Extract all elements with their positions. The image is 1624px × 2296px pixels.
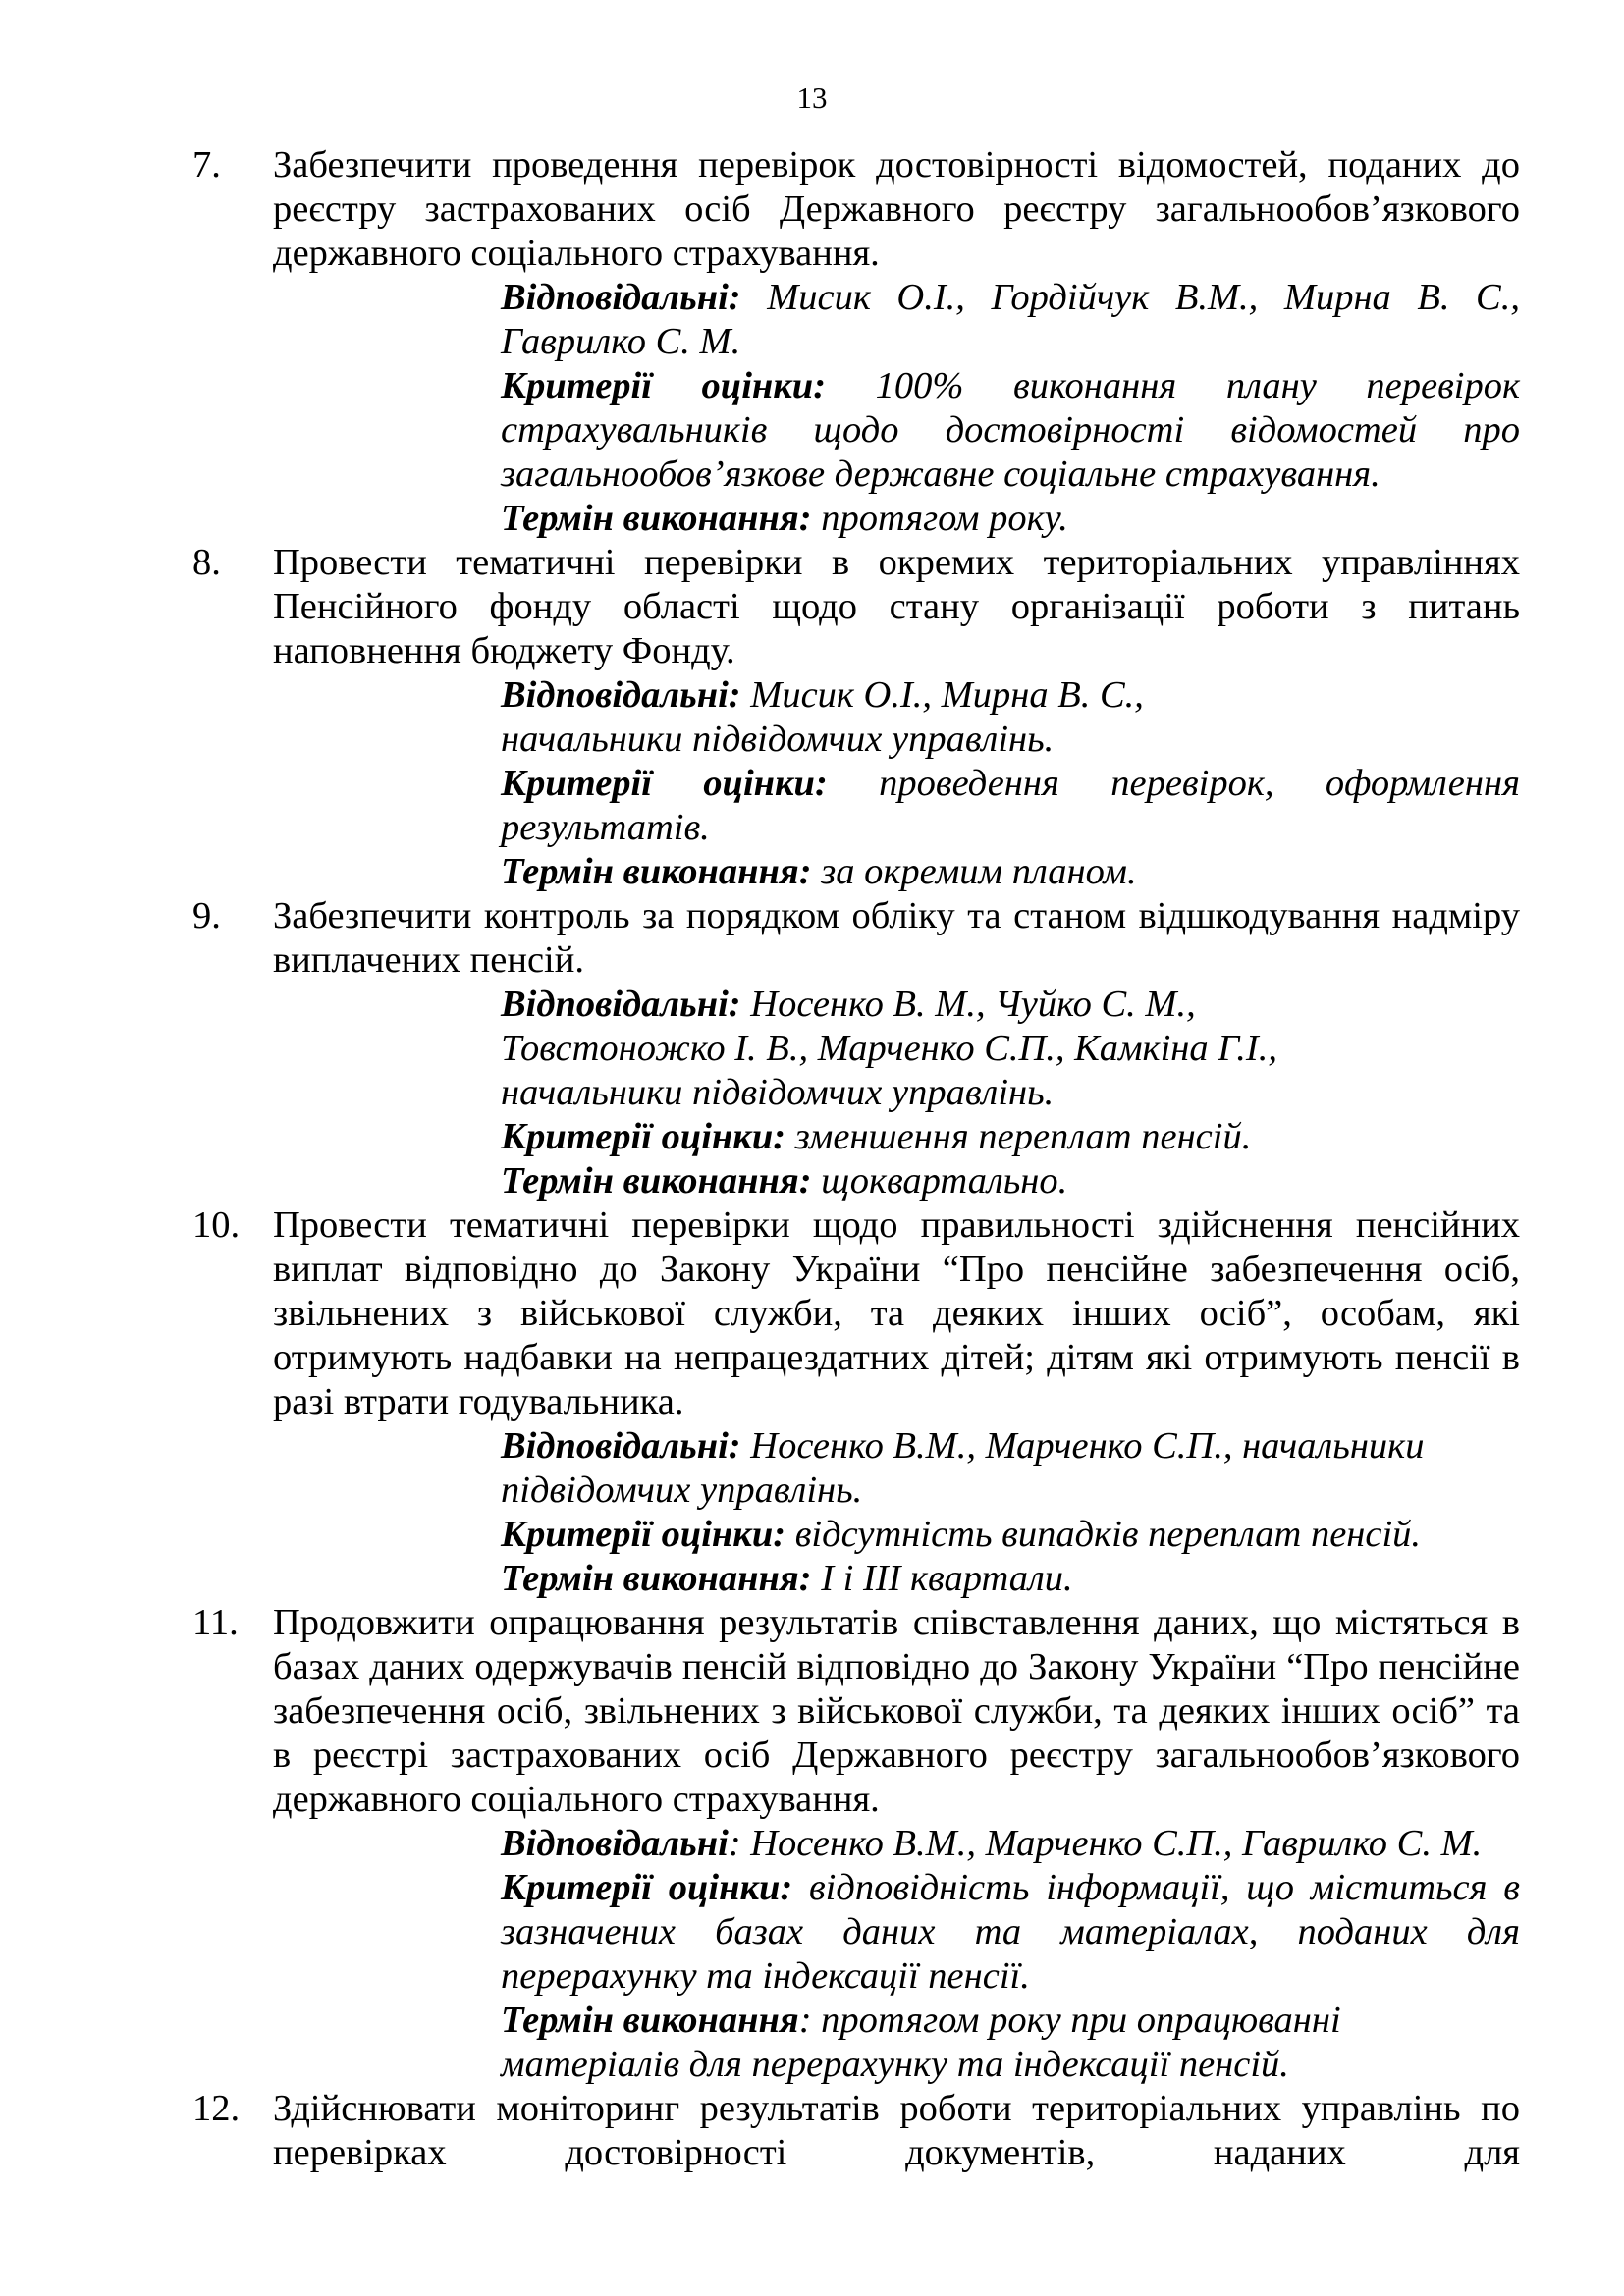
responsible-text: Носенко В. М., Чуйко С. М.,: [740, 984, 1196, 1025]
criteria-line: [501, 1513, 1520, 1557]
list-item: [192, 1601, 1520, 2087]
item-details: [501, 1822, 1520, 2087]
criteria-text: 100% виконання плану перевірок страхувальників щодо достовірності відомостей про загальнообов’язкове державне соціальне страхування.: [501, 365, 1520, 495]
item-details: [501, 673, 1520, 894]
term-label: Термін виконання:: [501, 1160, 812, 1201]
responsible-text: Мисик О.І., Гордійчук В.М., Мирна В. С., Гаврилко С. М.: [501, 277, 1520, 362]
criteria-label: Критерії оцінки:: [501, 763, 828, 804]
responsible-label: Відповідальні:: [501, 277, 741, 318]
document-body: [192, 143, 1520, 2175]
item-text: Провести тематичні перевірки щодо правильності здійснення пенсійних виплат відповідно до Закону України “Про пенсійне забезпечення осіб, звільнених з військової служби, та деяких інших осіб”, особам, які отримують надбавки на непрацездатних дітей; дітям які отримують пенсії в разі втрати годувальника.: [273, 1204, 1520, 1422]
term-line: [501, 850, 1520, 894]
responsible-line-3: начальники підвідомчих управлінь.: [501, 1072, 1055, 1113]
term-text: щоквартально.: [811, 1160, 1068, 1201]
criteria-text: проведення перевірок, оформлення результатів.: [501, 763, 1520, 848]
criteria-label: Критерії оцінки:: [501, 365, 827, 406]
item-text: Продовжити опрацювання результатів співставлення даних, що містяться в базах даних одержувачів пенсій відповідно до Закону України “Про пенсійне забезпечення осіб, звільнених з військової служби, та деяких інших осіб” та в реєстрі застрахованих осіб Державного реєстру загальнообов’язкового державного соціального страхування.: [273, 1602, 1520, 1820]
criteria-line: [501, 364, 1520, 497]
responsible-line: [501, 1822, 1520, 1866]
term-text: : протягом року при опрацюванні: [798, 2000, 1341, 2041]
item-details: [501, 983, 1520, 1203]
term-line: [501, 1999, 1520, 2043]
responsible-text: Мисик О.І., Мирна В. С.,: [740, 674, 1144, 716]
term-label: Термін виконання:: [501, 1558, 812, 1599]
term-label: Термін виконання: [501, 2000, 799, 2041]
term-line: [501, 1557, 1520, 1601]
responsible-label: Відповідальні: [501, 1823, 729, 1864]
term-text: за окремим планом.: [811, 851, 1137, 892]
item-number: 11.: [192, 1602, 239, 1643]
item-text: Забезпечити проведення перевірок достовірності відомостей, поданих до реєстру застрахованих осіб Державного реєстру загальнообов’язкового державного соціального страхування.: [273, 144, 1520, 274]
term-text: І і ІІІ квартали.: [811, 1558, 1073, 1599]
criteria-line: [501, 762, 1520, 850]
item-number: 10.: [192, 1204, 241, 1246]
criteria-line: [501, 1115, 1520, 1159]
criteria-label: Критерії оцінки:: [501, 1514, 786, 1555]
responsible-text: Носенко В.М., Марченко С.П., начальники підвідомчих управлінь.: [501, 1425, 1425, 1511]
item-text: Здійснювати моніторинг результатів роботи територіальних управлінь по перевірках достовірності документів, наданих для: [273, 2088, 1520, 2173]
criteria-label: Критерії оцінки:: [501, 1867, 793, 1908]
list-item: [192, 894, 1520, 1203]
list-item: [192, 143, 1520, 541]
responsible-line: [501, 983, 1520, 1027]
criteria-text: відсутність випадків переплат пенсій.: [785, 1514, 1422, 1555]
responsible-label: Відповідальні:: [501, 984, 741, 1025]
responsible-label: Відповідальні:: [501, 674, 741, 716]
responsible-line-2: Товстоножко І. В., Марченко С.П., Камкіна Г.І.,: [501, 1028, 1277, 1069]
criteria-line: [501, 1866, 1520, 1999]
list-item: [192, 541, 1520, 894]
item-text: Провести тематичні перевірки в окремих територіальних управліннях Пенсійного фонду області щодо стану організації роботи з питань наповнення бюджету Фонду.: [273, 542, 1520, 671]
page-number: 13: [796, 80, 828, 115]
list-item: [192, 1203, 1520, 1601]
term-line-2: матеріалів для перерахунку та індексації пенсій.: [501, 2044, 1289, 2085]
item-number: 9.: [192, 895, 221, 936]
criteria-label: Критерії оцінки:: [501, 1116, 786, 1157]
responsible-line: [501, 1424, 1520, 1513]
responsible-label: Відповідальні:: [501, 1425, 741, 1467]
criteria-text: зменшення переплат пенсій.: [785, 1116, 1252, 1157]
item-number: 12.: [192, 2088, 241, 2129]
responsible-line: [501, 673, 1520, 718]
responsible-line: [501, 276, 1520, 364]
item-text: Забезпечити контроль за порядком обліку та станом відшкодування надміру виплачених пенсій.: [273, 895, 1520, 981]
item-details: [501, 1424, 1520, 1601]
item-details: [501, 276, 1520, 541]
term-line: [501, 497, 1520, 541]
term-label: Термін виконання:: [501, 851, 812, 892]
term-line: [501, 1159, 1520, 1203]
item-number: 8.: [192, 542, 221, 583]
responsible-text: : Носенко В.М., Марченко С.П., Гаврилко С. М.: [728, 1823, 1483, 1864]
term-text: протягом року.: [811, 498, 1068, 539]
responsible-line-2: начальники підвідомчих управлінь.: [501, 719, 1055, 760]
term-label: Термін виконання:: [501, 498, 812, 539]
list-item: [192, 2087, 1520, 2175]
item-number: 7.: [192, 144, 221, 186]
criteria-text: відповідність інформації, що міститься в зазначених базах даних та матеріалах, поданих для перерахунку та індексації пенсії.: [501, 1867, 1520, 1997]
